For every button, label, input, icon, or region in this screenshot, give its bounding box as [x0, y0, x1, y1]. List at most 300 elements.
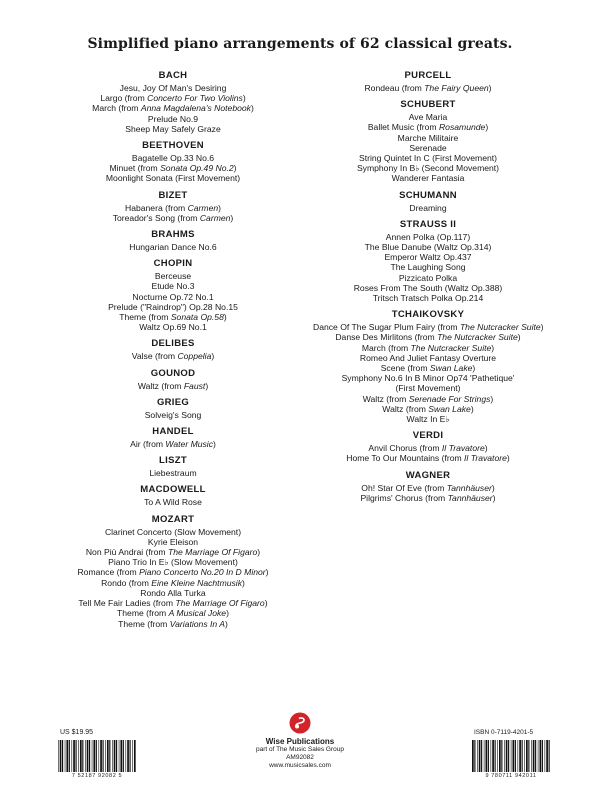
piece-work-title: Anna Magdalena's Notebook [140, 103, 251, 114]
piece-text: String Quintet In C (First Movement) [358, 153, 498, 164]
piece-text: Prelude No.9 [147, 113, 199, 124]
barcode-bar [535, 740, 536, 772]
piece-text-after: ) [492, 492, 496, 503]
piece-work-title: Tannhäuser [446, 482, 492, 493]
barcode-bar [123, 740, 124, 772]
barcode-bar [65, 740, 66, 772]
barcode-bar [132, 740, 133, 772]
barcode-bar [120, 740, 122, 772]
barcode-bar [518, 740, 519, 772]
piece-title [313, 493, 543, 503]
piece-text: Prelude ("Raindrop") Op.28 No.15 [108, 301, 238, 312]
piece-text-after: ) [230, 212, 234, 223]
piece-text-after: ) [211, 351, 215, 362]
piece-text: Tell Me Fair Ladies (from [78, 598, 176, 609]
barcode-bar [481, 740, 482, 772]
piece-text-after: ) [485, 122, 489, 133]
piece-text: Oh! Star Of Eve (from [361, 482, 447, 493]
piece-title [58, 281, 288, 291]
piece-title [313, 453, 543, 463]
piece-text: Pilgrims' Chorus (from [360, 492, 448, 503]
piece-text: (First Movement) [395, 383, 461, 394]
piece-text: Dreaming [409, 202, 447, 213]
publisher-code: AM92082 [286, 754, 314, 761]
piece-work-title: Variations In A [169, 618, 225, 629]
piece-text: Symphony In B♭ (Second Movement) [356, 163, 500, 174]
piece-work-title: The Nutcracker Suite [437, 332, 518, 343]
piece-text: Waltz (from [137, 380, 184, 391]
piece-text-after: ) [226, 608, 229, 619]
piece-text-after: ) [517, 332, 521, 343]
barcode-bar [549, 740, 550, 772]
piece-title [58, 598, 288, 608]
piece-text: Waltz (from [382, 403, 429, 414]
composer-heading: MOZART [151, 513, 195, 525]
composer-section-bizet [58, 190, 288, 223]
piece-text: Bagatelle Op.33 No.6 [131, 153, 215, 164]
piece-title [58, 537, 288, 547]
publisher-name: Wise Publications [265, 737, 335, 746]
piece-work-title: Faust [183, 380, 206, 391]
barcode-bar [134, 740, 136, 772]
piece-title [58, 527, 288, 537]
barcode-bar [72, 740, 73, 772]
barcode-bar [506, 740, 508, 772]
barcode-bar [486, 740, 488, 772]
barcode-right-number: 9 780711 942011 [485, 773, 537, 779]
barcode-bar [545, 740, 546, 772]
piece-title [313, 143, 543, 153]
barcode-bar [497, 740, 498, 772]
piece-text: Theme (from [119, 312, 171, 323]
piece-title [313, 443, 543, 453]
piece-title [313, 153, 543, 163]
barcode-bar [511, 740, 512, 772]
piece-title [58, 410, 288, 420]
piece-work-title: The Marriage Of Figaro [175, 598, 265, 609]
piece-text-after: ) [223, 312, 227, 323]
barcode-bar [89, 740, 90, 772]
composer-heading: BACH [158, 70, 188, 81]
barcode-bar [484, 740, 485, 772]
piece-text: Anvil Chorus (from [368, 443, 442, 454]
composer-heading: PURCELL [404, 70, 452, 81]
composer-heading: HANDEL [152, 426, 194, 438]
piece-text: Largo (from [100, 93, 148, 104]
piece-text: Symphony No.6 In B Minor Op74 'Pathetique' [341, 373, 515, 384]
publisher-url: www.musicsales.com [269, 762, 331, 769]
piece-title [313, 332, 543, 342]
barcode-bar [58, 740, 59, 772]
piece-text: Dance Of The Sugar Plum Fairy (from [313, 322, 460, 333]
piece-title [58, 608, 288, 618]
piece-title [313, 262, 543, 272]
piece-title [313, 83, 543, 93]
piece-text: Romeo And Juliet Fantasy Overture [359, 352, 497, 363]
piece-text: Habanera (from [124, 202, 188, 213]
piece-work-title: The Nutcracker Suite [410, 342, 492, 353]
barcode-right [472, 740, 550, 779]
barcode-bar [540, 740, 542, 772]
barcode-bar [130, 740, 131, 772]
piece-text: Sheep May Safely Graze [125, 123, 221, 134]
piece-title [313, 232, 543, 242]
piece-title [313, 242, 543, 252]
piece-title [58, 497, 288, 507]
piece-text: Toreador's Song (from [112, 212, 200, 223]
piece-work-title: Il Travatore [441, 443, 485, 454]
piece-text-after: ) [257, 547, 261, 558]
barcode-bar [504, 740, 505, 772]
barcode-bar [92, 740, 93, 772]
barcode-bar [522, 740, 523, 772]
piece-title [58, 163, 288, 173]
composer-heading: DELIBES [151, 338, 195, 350]
piece-text-after: ) [242, 577, 245, 588]
barcode-bar [488, 740, 489, 772]
piece-text-after: ) [233, 163, 237, 174]
composer-heading: WAGNER [405, 469, 451, 481]
barcode-bar [533, 740, 535, 772]
piece-title [58, 557, 288, 567]
piece-title [58, 547, 288, 557]
barcode-bar [96, 740, 97, 772]
composer-heading: LISZT [159, 455, 187, 467]
barcode-bar [78, 740, 79, 772]
piece-title [313, 273, 543, 283]
piece-work-title: Carmen [199, 212, 231, 223]
composer-section-macdowell [58, 484, 288, 507]
piece-work-title: Swan Lake [428, 403, 471, 414]
piece-title [58, 322, 288, 332]
piece-title [58, 203, 288, 213]
barcode-bar [93, 740, 95, 772]
piece-work-title: Eine Kleine Nachtmusik [151, 577, 243, 588]
barcode-bar [109, 740, 110, 772]
piece-text: Waltz In E♭ [406, 414, 450, 425]
composer-section-schubert [313, 99, 543, 183]
piece-text: Solveig's Song [144, 409, 202, 420]
composer-section-liszt [58, 455, 288, 478]
composer-section-delibes [58, 338, 288, 361]
piece-title [313, 163, 543, 173]
piece-text: Serenade [409, 142, 447, 153]
barcode-bar [508, 740, 509, 772]
piece-text-after: ) [484, 443, 488, 454]
piece-text-after: ) [472, 363, 476, 374]
composer-heading: VERDI [412, 430, 444, 442]
piece-title [313, 343, 543, 353]
composer-section-verdi [313, 430, 543, 463]
piece-title [313, 252, 543, 262]
piece-text-after: ) [218, 202, 222, 213]
piece-work-title: Carmen [187, 202, 219, 213]
piece-text: Valse (from [131, 351, 178, 362]
piece-text: Home To Our Mountains (from [346, 453, 465, 464]
piece-text: Theme (from [117, 608, 169, 619]
piece-title [313, 133, 543, 143]
piece-title [313, 112, 543, 122]
barcode-bar [515, 740, 516, 772]
piece-text-after: ) [540, 322, 544, 333]
piece-text: Roses From The South (Waltz Op.388) [353, 282, 503, 293]
piece-title [313, 173, 543, 183]
piece-text: Waltz (from [362, 393, 409, 404]
barcode-bar [69, 740, 70, 772]
piece-text: The Blue Danube (Waltz Op.314) [364, 242, 492, 253]
piece-title [58, 114, 288, 124]
piece-text: Etude No.3 [151, 281, 195, 292]
barcode-bar [100, 740, 102, 772]
piece-title [58, 242, 288, 252]
piece-text: Liebestraum [149, 468, 197, 479]
composer-heading: GOUNOD [150, 367, 196, 379]
barcode-bar [474, 740, 475, 772]
piece-text: Tritsch Tratsch Polka Op.214 [372, 293, 484, 304]
piece-title [58, 213, 288, 223]
piece-work-title: Sonata Op.58 [170, 312, 224, 323]
composer-section-purcell [313, 70, 543, 93]
barcode-bar [127, 740, 129, 772]
piece-text: Minuet (from [109, 163, 161, 174]
barcode-right-bars [472, 740, 550, 772]
piece-text: Marche Militaire [397, 132, 459, 143]
piece-text: Nocturne Op.72 No.1 [132, 291, 214, 302]
barcode-left-bars [58, 740, 136, 772]
composer-section-grieg [58, 397, 288, 420]
barcode-bar [112, 740, 113, 772]
piece-title [58, 578, 288, 588]
piece-text-after: ) [224, 618, 228, 629]
composer-heading: BRAHMS [151, 229, 195, 241]
barcode-bar [528, 740, 529, 772]
barcode-bar [107, 740, 109, 772]
publisher-group: part of The Music Sales Group [255, 746, 345, 753]
piece-work-title: Tannhäuser [447, 492, 493, 503]
piece-text: The Laughing Song [390, 262, 466, 273]
barcode-bar [114, 740, 116, 772]
piece-title [313, 383, 543, 393]
piece-text: Jesu, Joy Of Man's Desiring [119, 83, 227, 93]
barcode-bar [477, 740, 478, 772]
barcode-bar [526, 740, 528, 772]
piece-title [58, 292, 288, 302]
barcode-bar [60, 740, 62, 772]
barcode-bar [62, 740, 63, 772]
headline: Simplified piano arrangements of 62 classical greats. [87, 36, 513, 52]
piece-text-after: ) [491, 482, 495, 493]
piece-text: Annen Polka (Op.117) [385, 231, 471, 242]
composer-section-beethoven [58, 140, 288, 184]
barcode-bar [66, 740, 68, 772]
piece-title [313, 363, 543, 373]
barcode-bar [499, 740, 501, 772]
barcode-bar [542, 740, 543, 772]
publisher-block [220, 712, 380, 770]
barcode-bar [479, 740, 481, 772]
piece-title [58, 271, 288, 281]
barcode-bar [76, 740, 77, 772]
composer-section-handel [58, 426, 288, 449]
composer-heading: SCHUBERT [400, 99, 456, 111]
composer-section-schumann [313, 190, 543, 213]
piece-title [58, 351, 288, 361]
piece-title [58, 103, 288, 113]
piece-title [58, 302, 288, 312]
piece-text-after: ) [470, 403, 474, 414]
piece-title [58, 439, 288, 449]
piece-text: Rondeau (from [364, 83, 425, 93]
piece-work-title: The Nutcracker Suite [459, 322, 541, 333]
right-column [313, 70, 543, 509]
piece-title [58, 124, 288, 134]
piece-title [58, 381, 288, 391]
barcode-bar [103, 740, 104, 772]
piece-work-title: Concerto For Two Violins [147, 93, 243, 104]
piece-text: Ave Maria [408, 112, 448, 123]
price-label: US $19.95 [60, 729, 94, 736]
barcode-bar [119, 740, 120, 772]
piece-work-title: The Fairy Queen [424, 83, 489, 93]
piece-text: Rondo Alla Turka [140, 587, 206, 598]
piece-title [313, 373, 543, 383]
piece-text-after: ) [205, 380, 209, 391]
composer-heading: MACDOWELL [140, 484, 206, 496]
piece-text: Scene (from [380, 363, 430, 374]
barcode-bar [491, 740, 492, 772]
piece-title [313, 414, 543, 424]
piece-text-after: ) [491, 342, 495, 353]
barcode-bar [116, 740, 117, 772]
piece-work-title: Swan Lake [429, 363, 473, 374]
composer-section-wagner [313, 470, 543, 503]
piece-text: Hungarian Dance No.6 [129, 242, 217, 253]
barcode-bar [501, 740, 502, 772]
piece-text: Pizzicato Polka [398, 272, 458, 283]
piece-title [313, 394, 543, 404]
piece-title [58, 83, 288, 93]
piece-text: Non Più Andrai (from [85, 547, 168, 558]
composer-section-mozart [58, 514, 288, 629]
piece-text: March (from [92, 103, 141, 114]
piece-title [313, 404, 543, 414]
barcode-bar [531, 740, 532, 772]
piece-text: March (from [361, 342, 411, 353]
composer-heading: CHOPIN [153, 258, 193, 270]
piece-text-after: ) [488, 83, 492, 93]
piece-text-after: ) [264, 598, 268, 609]
composer-heading: TCHAIKOVSKY [391, 309, 465, 321]
composer-section-tchaikovsky [313, 309, 543, 424]
piece-text: Theme (from [118, 618, 170, 629]
barcode-bar [85, 740, 86, 772]
composer-heading: SCHUMANN [399, 189, 457, 201]
piece-title [313, 293, 543, 303]
piece-text: Air (from [130, 439, 166, 450]
piece-text: Rondo (from [101, 577, 152, 588]
composer-section-bach [58, 70, 288, 134]
barcode-bar [495, 740, 496, 772]
piece-title [313, 203, 543, 213]
piece-text: Clarinet Concerto (Slow Movement) [104, 526, 242, 537]
piece-title [58, 468, 288, 478]
piece-title [58, 153, 288, 163]
barcode-bar [87, 740, 89, 772]
piece-work-title: Piano Concerto No.20 In D Minor [139, 567, 266, 578]
piece-title [58, 567, 288, 577]
piece-text-after: ) [490, 393, 494, 404]
piece-text-after: ) [265, 567, 269, 578]
piece-text: To A Wild Rose [144, 497, 202, 508]
piece-work-title: Rosamunde [438, 122, 486, 133]
piece-work-title: Il Travatore [464, 453, 507, 464]
isbn-label: ISBN 0-7119-4201-5 [474, 729, 534, 736]
piece-work-title: Sonata Op.49 No.2 [160, 163, 234, 174]
piece-text: Moonlight Sonata (First Movement) [105, 173, 241, 184]
piece-text: Wanderer Fantasia [391, 173, 465, 184]
barcode-bar [82, 740, 83, 772]
left-column [58, 70, 288, 635]
piece-title [313, 353, 543, 363]
music-sales-logo-icon [289, 712, 311, 734]
barcode-left-number: 7 52187 92082 5 [71, 773, 123, 779]
barcode-bar [538, 740, 539, 772]
piece-title [58, 619, 288, 629]
piece-text: Kyrie Eleison [147, 536, 199, 547]
piece-work-title: A Musical Joke [168, 608, 227, 619]
barcode-bar [524, 740, 525, 772]
piece-text: Berceuse [154, 271, 192, 282]
piece-text-after: ) [506, 453, 510, 464]
composer-heading: BEETHOVEN [142, 140, 204, 152]
barcode-bar [73, 740, 75, 772]
piece-title [58, 93, 288, 103]
piece-title [313, 322, 543, 332]
barcode-bar [546, 740, 548, 772]
piece-title [58, 588, 288, 598]
piece-title [313, 483, 543, 493]
piece-title [58, 173, 288, 183]
composer-section-brahms [58, 229, 288, 252]
piece-text: Ballet Music (from [367, 122, 439, 133]
piece-text-after: ) [242, 93, 246, 104]
piece-title [58, 312, 288, 322]
barcode-bar [519, 740, 521, 772]
composer-heading: GRIEG [156, 396, 190, 408]
barcode-left [58, 740, 136, 779]
piece-text: Waltz Op.69 No.1 [139, 322, 207, 333]
composer-section-strauss-ii [313, 219, 543, 303]
composer-section-gounod [58, 368, 288, 391]
piece-text: Piano Trio In E♭ (Slow Movement) [108, 557, 238, 568]
piece-text-after: ) [213, 439, 216, 450]
piece-work-title: Serenade For Strings [408, 393, 491, 404]
composer-section-chopin [58, 258, 288, 332]
barcode-bar [80, 740, 82, 772]
barcode-bar [472, 740, 474, 772]
barcode-bar [492, 740, 494, 772]
barcode-bar [105, 740, 106, 772]
piece-text: Danse Des Mirlitons (from [335, 332, 438, 343]
piece-text: Romance (from [77, 567, 140, 578]
composer-heading: BIZET [158, 189, 188, 201]
barcode-bar [126, 740, 127, 772]
composer-heading: STRAUSS II [399, 218, 457, 230]
piece-title [313, 283, 543, 293]
piece-title [313, 122, 543, 132]
piece-text-after: ) [250, 103, 254, 114]
piece-work-title: Water Music [165, 439, 214, 450]
